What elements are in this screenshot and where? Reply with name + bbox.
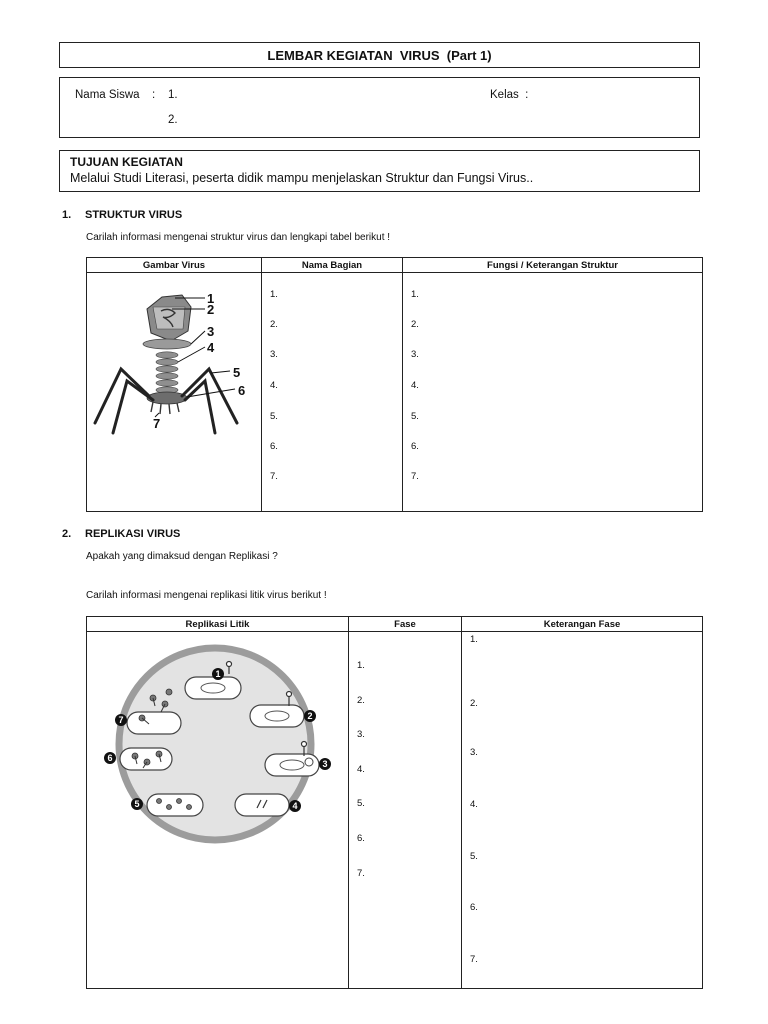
goal-box <box>59 150 700 192</box>
function-row-5: 5. <box>411 411 419 422</box>
header-lytic: Replikasi Litik <box>87 617 349 632</box>
replication-table <box>86 616 703 989</box>
function-row-2: 2. <box>411 319 419 330</box>
phase-row-2: 2. <box>357 695 365 706</box>
virus-image-cell <box>87 273 262 512</box>
bacteriophage-diagram <box>87 273 261 506</box>
desc-row-2: 2. <box>470 698 478 709</box>
function-row-6: 6. <box>411 441 419 452</box>
phase-row-3: 3. <box>357 729 365 740</box>
virus-label-6: 6 <box>238 383 246 398</box>
student-2-number: 2. <box>168 114 178 126</box>
lytic-image-cell <box>87 632 349 989</box>
phase-row-7: 7. <box>357 868 365 879</box>
step-3: 3 <box>322 759 328 769</box>
step-4: 4 <box>292 801 298 811</box>
worksheet-title <box>59 42 700 68</box>
name-separator: : <box>152 89 156 101</box>
goal-text: Melalui Studi Literasi, peserta didik mampu menjelaskan Struktur dan Fungsi Virus.. <box>70 171 534 185</box>
desc-row-6: 6. <box>470 902 478 913</box>
section2-question: Apakah yang dimaksud dengan Replikasi ? <box>86 551 278 562</box>
function-row-4: 4. <box>411 380 419 391</box>
section2-title: REPLIKASI VIRUS <box>85 528 181 540</box>
lytic-cycle-diagram <box>87 632 348 983</box>
step-6: 6 <box>107 753 113 763</box>
phase-cell <box>349 632 462 989</box>
student-1-number: 1. <box>168 89 178 101</box>
part-row-5: 5. <box>270 411 278 422</box>
part-row-4: 4. <box>270 380 278 391</box>
part-row-6: 6. <box>270 441 278 452</box>
part-row-2: 2. <box>270 319 278 330</box>
student-info-box <box>59 77 700 138</box>
function-cell <box>403 273 703 512</box>
header-part-name: Nama Bagian <box>262 258 403 273</box>
section1-instruction: Carilah informasi mengenai struktur virus dan lengkapi tabel berikut ! <box>86 232 391 243</box>
desc-row-7: 7. <box>470 954 478 965</box>
virus-label-7: 7 <box>153 416 161 431</box>
part-name-cell <box>262 273 403 512</box>
step-2: 2 <box>307 711 313 721</box>
desc-row-5: 5. <box>470 851 478 862</box>
section2-number: 2. <box>62 528 72 540</box>
function-row-3: 3. <box>411 349 419 360</box>
part-row-7: 7. <box>270 471 278 482</box>
part-row-3: 3. <box>270 349 278 360</box>
phase-row-6: 6. <box>357 833 365 844</box>
step-7: 7 <box>118 715 124 725</box>
desc-row-3: 3. <box>470 747 478 758</box>
virus-label-5: 5 <box>233 365 241 380</box>
header-function: Fungsi / Keterangan Struktur <box>403 258 703 273</box>
phase-desc-cell <box>462 632 703 989</box>
desc-row-1: 1. <box>470 634 478 645</box>
phase-row-1: 1. <box>357 660 365 671</box>
header-phase: Fase <box>349 617 462 632</box>
title-text: LEMBAR KEGIATAN VIRUS (Part 1) <box>267 47 492 63</box>
class-label: Kelas : <box>490 89 529 101</box>
header-phase-desc: Keterangan Fase <box>462 617 703 632</box>
virus-label-1: 1 <box>207 291 215 306</box>
function-row-1: 1. <box>411 289 419 300</box>
part-row-1: 1. <box>270 289 278 300</box>
function-row-7: 7. <box>411 471 419 482</box>
phase-row-4: 4. <box>357 764 365 775</box>
virus-label-2: 2 <box>207 302 215 317</box>
structure-table <box>86 257 703 512</box>
virus-label-4: 4 <box>207 340 215 355</box>
section2-instruction: Carilah informasi mengenai replikasi litik virus berikut ! <box>86 590 327 601</box>
desc-row-4: 4. <box>470 799 478 810</box>
step-1: 1 <box>215 669 221 679</box>
section1-number: 1. <box>62 209 72 221</box>
header-virus-image: Gambar Virus <box>87 258 262 273</box>
virus-label-3: 3 <box>207 324 215 339</box>
phase-row-5: 5. <box>357 798 365 809</box>
section1-title: STRUKTUR VIRUS <box>85 209 183 221</box>
goal-title: TUJUAN KEGIATAN <box>70 155 183 169</box>
name-label: Nama Siswa <box>75 89 140 101</box>
step-5: 5 <box>134 799 140 809</box>
